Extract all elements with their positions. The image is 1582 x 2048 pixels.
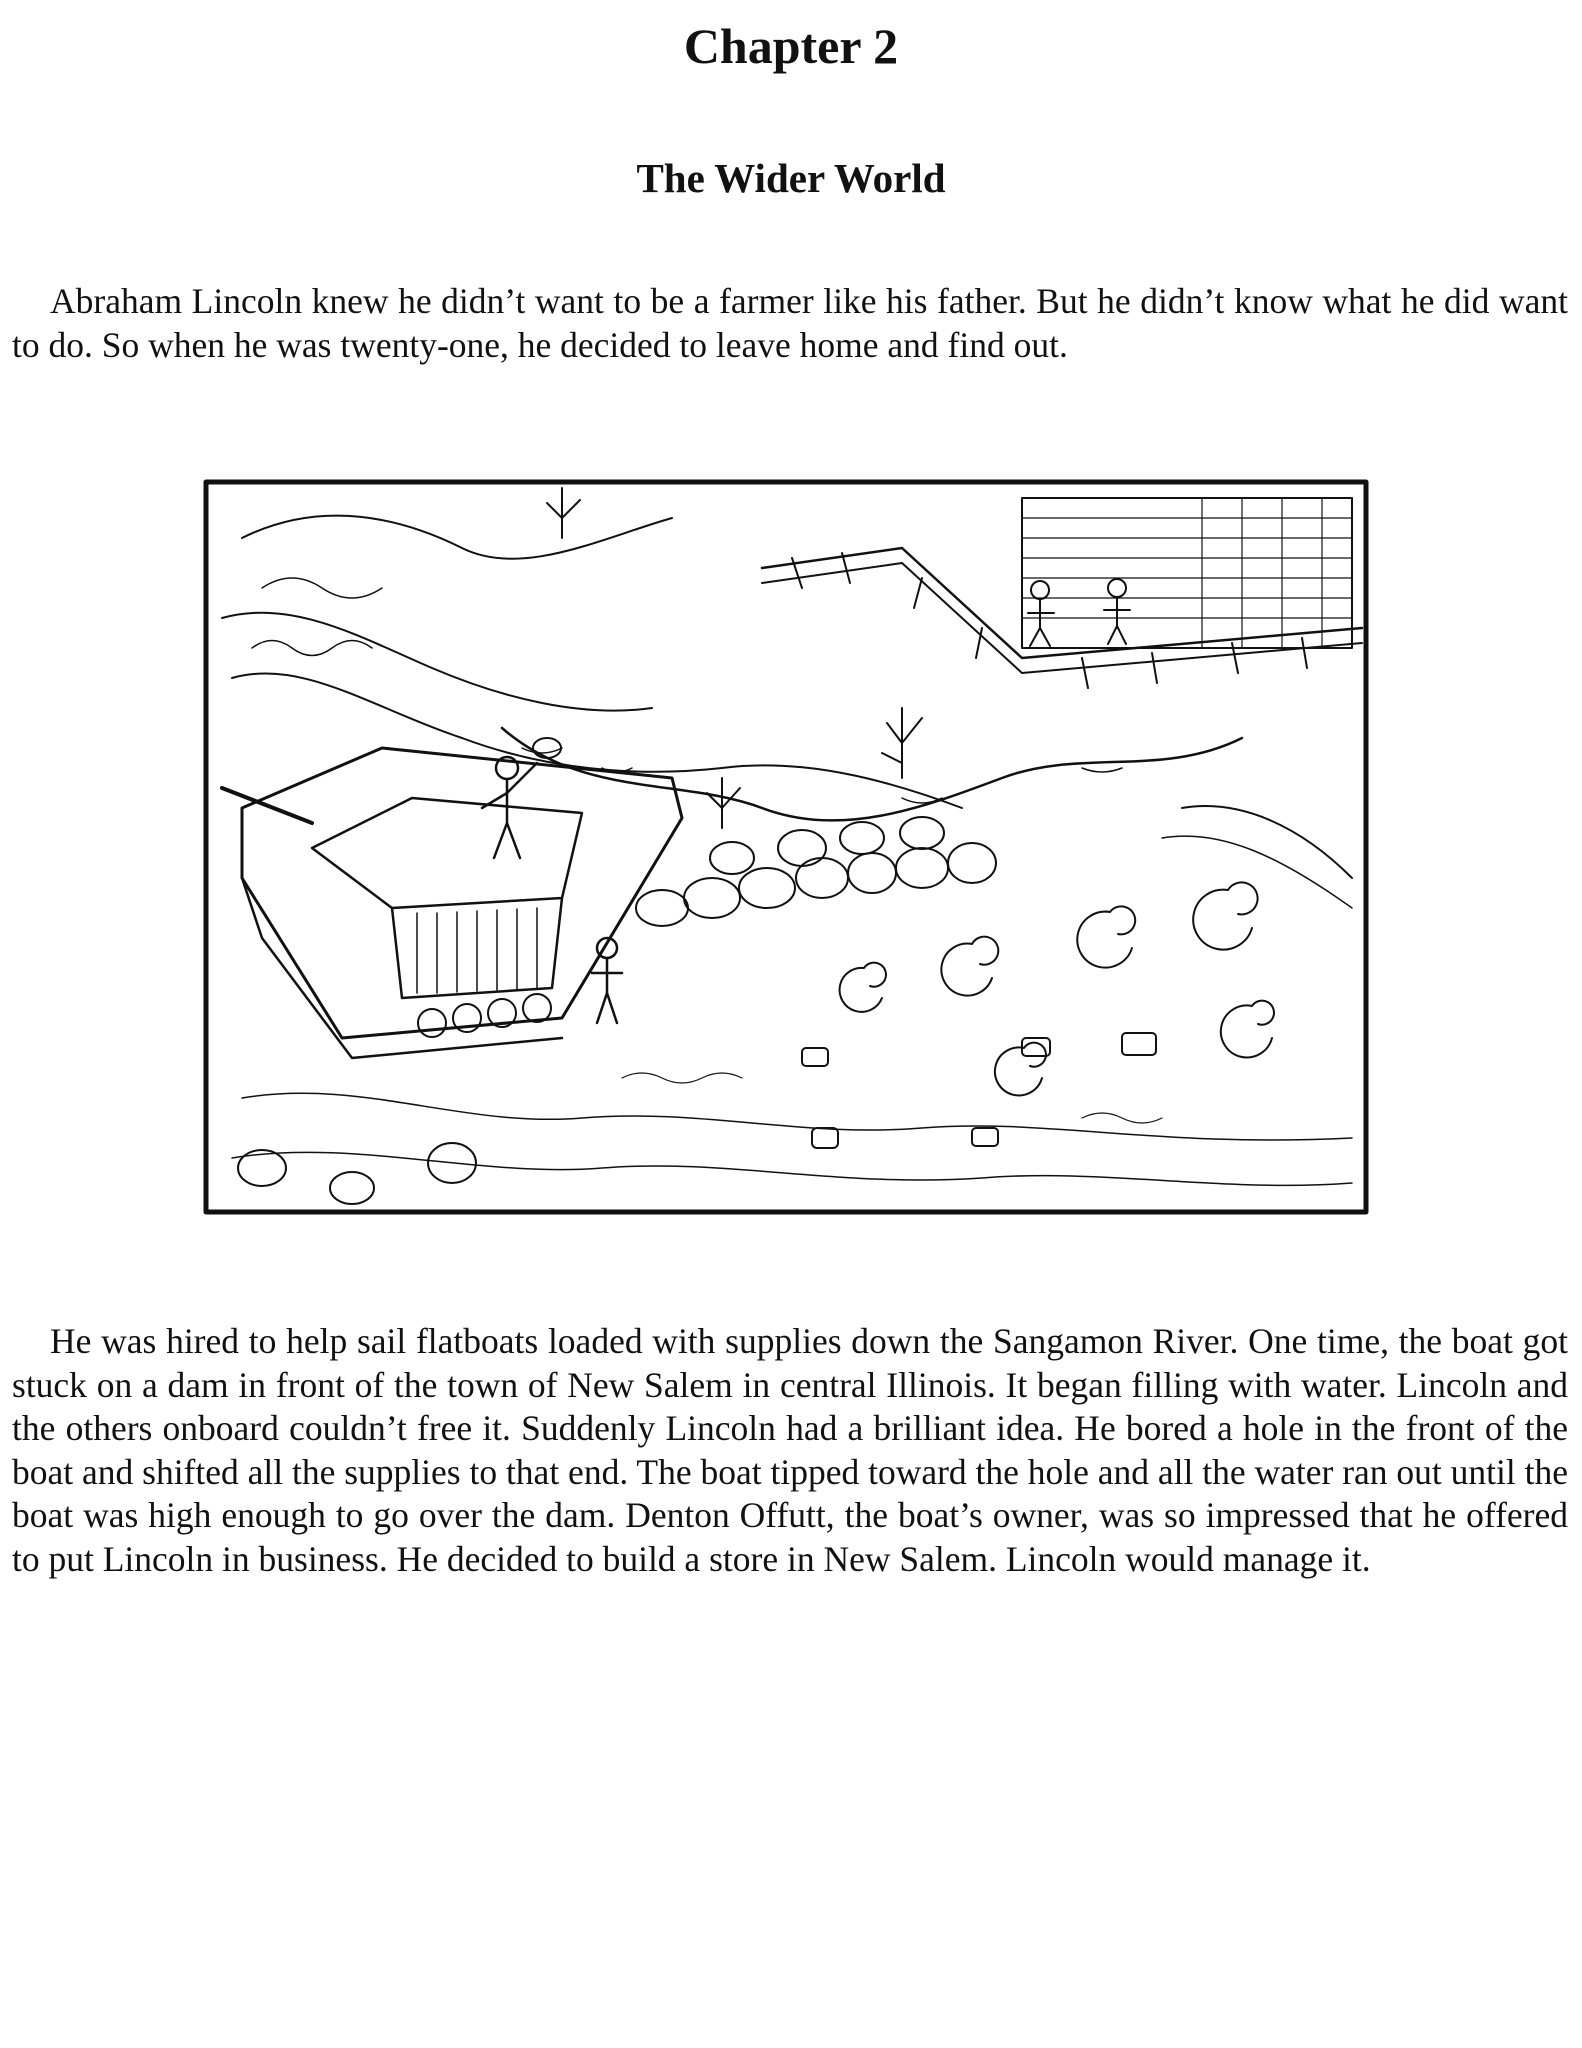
flatboat-illustration bbox=[202, 478, 1372, 1218]
chapter-title: The Wider World bbox=[636, 155, 946, 201]
paragraph-intro: Abraham Lincoln knew he didn’t want to be a farmer like his father. But he didn’t know what he did want to do. So when he was twenty-one, he decided to leave home and find out. bbox=[12, 281, 1568, 365]
paragraph-flatboat: He was hired to help sail flatboats loaded with supplies down the Sangamon River. One time, the boat got stuck on a dam in front of the town of New Salem in central Illinois. It began filling with water. Lincoln and the others onboard couldn’t free it. Suddenly Lincoln had a brilliant idea. He bored a hole in the front of the boat and shifted all the supplies to that end. The boat tipped toward the hole and all the water ran out until the boat was high enough to go over the dam. Denton Offutt, the boat’s owner, was so impressed that he offered to put Lincoln in business. He decided to build a store in New Salem. Lincoln would manage it. bbox=[12, 1321, 1569, 1579]
chapter-number: Chapter 2 bbox=[683, 18, 899, 74]
